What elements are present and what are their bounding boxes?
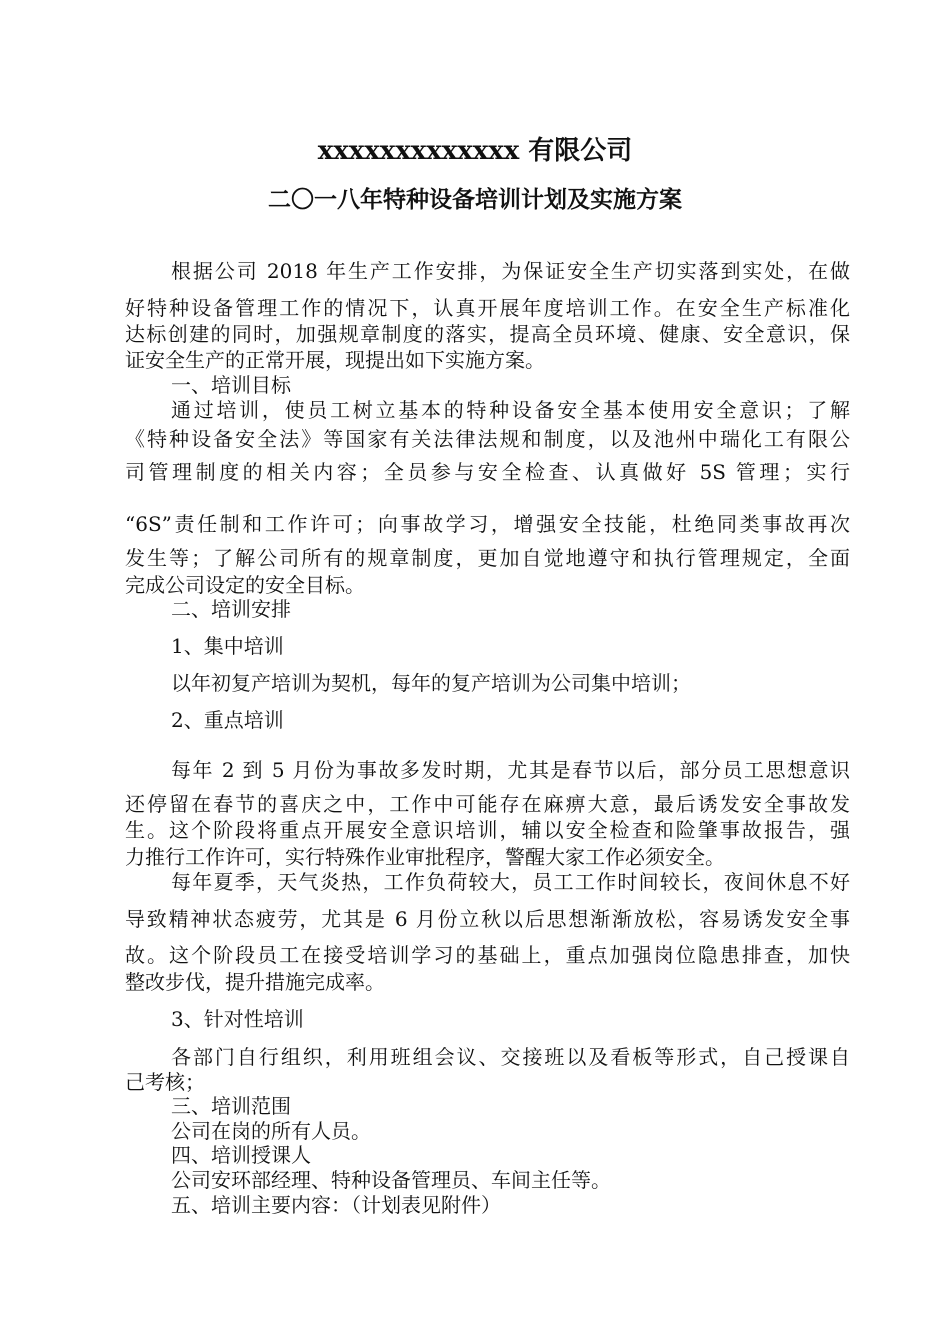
section-line: 司管理制度的相关内容；全员参与安全检查、认真做好 5S 管理；实行 xyxy=(125,460,850,484)
paragraph-line: 每年 2 到 5 月份为事故多发时期，尤其是春节以后，部分员工思想意识 xyxy=(171,758,850,782)
paragraph-line: 每年夏季，天气炎热，工作负荷较大，员工工作时间较长，夜间休息不好 xyxy=(171,870,850,894)
section-heading-arrangement: 二、培训安排 xyxy=(171,597,291,621)
section-line: “6S”责任制和工作许可；向事故学习，增强安全技能，杜绝同类事故再次 xyxy=(125,512,850,536)
paragraph-line: 还停留在春节的喜庆之中，工作中可能存在麻痹大意，最后诱发安全事故发 xyxy=(125,792,850,816)
section-line: 发生等；了解公司所有的规章制度，更加自觉地遵守和执行管理规定，全面 xyxy=(125,546,850,570)
paragraph-line: 导致精神状态疲劳，尤其是 6 月份立秋以后思想渐渐放松，容易诱发安全事 xyxy=(125,907,850,931)
section-heading-instructors: 四、培训授课人 xyxy=(171,1143,311,1167)
section-text: 公司安环部经理、特种设备管理员、车间主任等。 xyxy=(171,1168,611,1192)
company-title: xxxxxxxxxxxxx 有限公司 xyxy=(317,136,633,166)
intro-line: 证安全生产的正常开展，现提出如下实施方案。 xyxy=(125,348,545,372)
subsection-text: 以年初复产培训为契机，每年的复产培训为公司集中培训； xyxy=(171,671,691,695)
subsection-heading-key: 2、重点培训 xyxy=(171,708,284,732)
document-title: 二〇一八年特种设备培训计划及实施方案 xyxy=(268,186,682,213)
paragraph-line: 力推行工作许可，实行特殊作业审批程序，警醒大家工作必须安全。 xyxy=(125,845,725,869)
paragraph-line: 整改步伐，提升措施完成率。 xyxy=(125,970,385,994)
subsection-heading-targeted: 3、针对性培训 xyxy=(171,1007,304,1031)
paragraph-line: 己考核； xyxy=(125,1070,205,1094)
paragraph-line: 故。这个阶段员工在接受培训学习的基础上，重点加强岗位隐患排查，加快 xyxy=(125,943,850,967)
intro-line: 达标创建的同时，加强规章制度的落实，提高全员环境、健康、安全意识，保 xyxy=(125,322,850,346)
paragraph-line: 各部门自行组织，利用班组会议、交接班以及看板等形式，自己授课自 xyxy=(171,1045,850,1069)
section-text: 公司在岗的所有人员。 xyxy=(171,1119,371,1143)
paragraph-line: 生。这个阶段将重点开展安全意识培训，辅以安全检查和险肇事故报告，强 xyxy=(125,818,850,842)
section-line: 完成公司设定的安全目标。 xyxy=(125,573,365,597)
subsection-heading-centralized: 1、集中培训 xyxy=(171,634,284,658)
section-heading-content: 五、培训主要内容：（计划表见附件） xyxy=(171,1193,501,1217)
section-heading-goals: 一、培训目标 xyxy=(171,373,291,397)
section-heading-scope: 三、培训范围 xyxy=(171,1094,291,1118)
intro-line: 根据公司 2018 年生产工作安排，为保证安全生产切实落到实处，在做 xyxy=(171,259,850,283)
intro-line: 好特种设备管理工作的情况下，认真开展年度培训工作。在安全生产标准化 xyxy=(125,296,850,320)
section-line: 通过培训，使员工树立基本的特种设备安全基本使用安全意识；了解 xyxy=(171,398,850,422)
section-line: 《特种设备安全法》等国家有关法律法规和制度，以及池州中瑞化工有限公 xyxy=(125,427,850,451)
